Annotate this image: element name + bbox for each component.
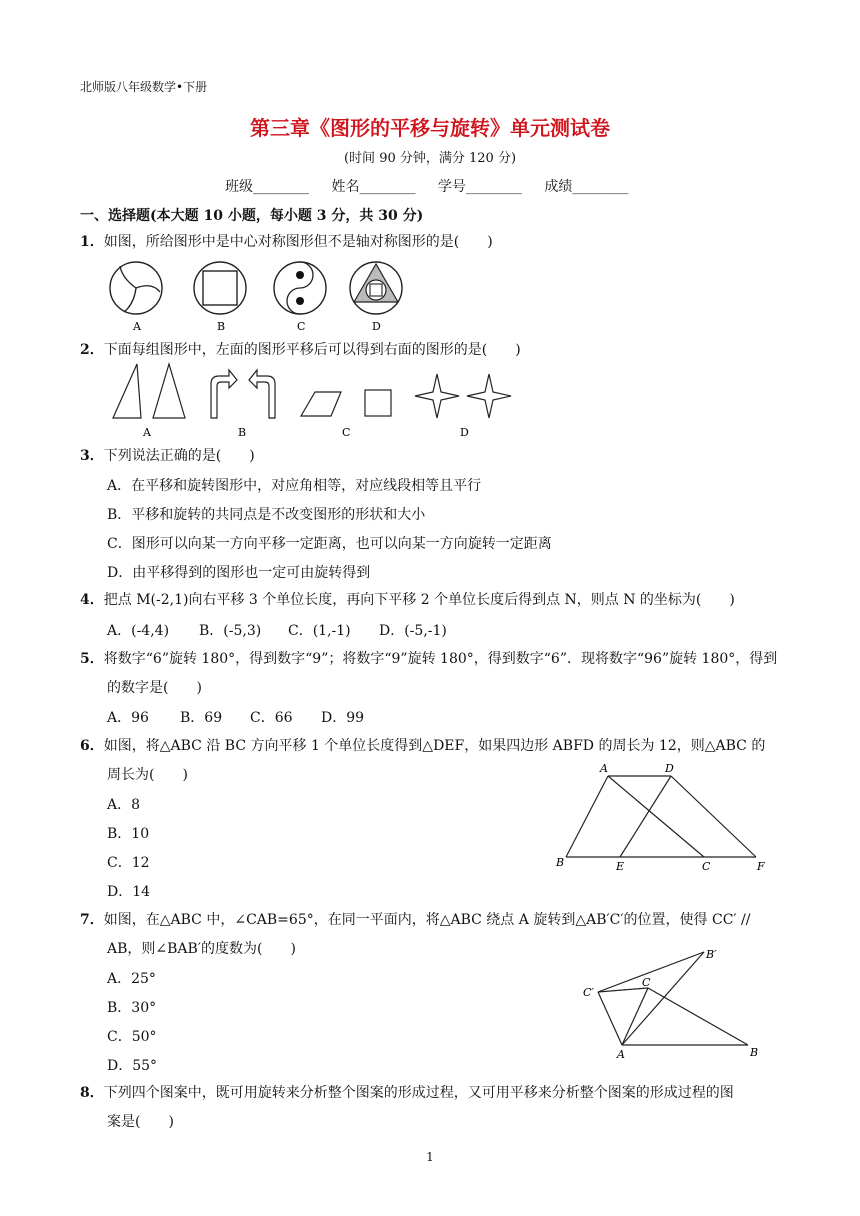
q7-label-a: A (617, 1048, 625, 1061)
q4-option-c[interactable]: C．(1,-1) (288, 623, 351, 639)
question-3 (80, 446, 255, 466)
question-8 (80, 1083, 800, 1103)
q1-label-c: C (297, 320, 306, 333)
q2-fig-b (211, 370, 275, 418)
question-number: 7． (80, 912, 104, 928)
q4-option-d[interactable]: D．(-5,-1) (379, 623, 447, 639)
q5-option-d[interactable]: D．99 (321, 710, 365, 726)
question-number: 2． (80, 342, 104, 358)
q6-label-f: F (757, 860, 765, 873)
q2-label-b: B (238, 426, 247, 439)
question-text: 把点 M(-2,1)向右平移 3 个单位长度，再向下平移 2 个单位长度后得到点 N，则点 N 的坐标为( ) (103, 592, 735, 608)
class-field[interactable]: 班级________ (225, 179, 309, 195)
q6-option-b[interactable]: B．10 (107, 826, 150, 842)
q5-option-b[interactable]: B．69 (180, 710, 223, 726)
q1-fig-a (110, 262, 162, 314)
question-number: 3． (80, 448, 104, 464)
question-text: 将数字“6”旋转 180°，得到数字“9”；将数字“9”旋转 180°，得到数字“6”．现将数字“96”旋转 180°，得到 (103, 651, 778, 667)
question-7-cont: AB，则∠BAB′的度数为( ) (107, 941, 296, 957)
page-title: 第三章《图形的平移与旋转》单元测试卷 (250, 116, 610, 140)
section-heading: 一、选择题(本大题 10 小题，每小题 3 分，共 30 分) (80, 208, 424, 224)
q1-label-b: B (217, 320, 226, 333)
q5-option-c[interactable]: C．66 (250, 710, 293, 726)
q1-fig-c (274, 262, 326, 314)
page-number: 1 (426, 1150, 434, 1164)
q6-option-c[interactable]: C．12 (107, 855, 150, 871)
name-field[interactable]: 姓名________ (331, 179, 416, 195)
header-note: 北师版八年级数学•下册 (80, 80, 208, 94)
q2-figures (105, 362, 525, 440)
q7-label-b: B (750, 1046, 759, 1059)
q7-label-c-prime: C′ (583, 986, 594, 999)
question-1 (80, 232, 493, 252)
question-number: 4． (80, 592, 104, 608)
q2-label-c: C (342, 426, 351, 439)
question-text: 下列四个图案中，既可用旋转来分析整个图案的形成过程，又可用平移来分析整个图案的形成过程的图 (103, 1085, 734, 1101)
q1-label-a: A (133, 320, 141, 333)
question-6-cont: 周长为( ) (107, 767, 188, 783)
q7-option-d[interactable]: D．55° (107, 1058, 158, 1074)
exam-subtitle: (时间 90 分钟，满分 120 分) (343, 151, 517, 166)
q2-fig-c (301, 390, 391, 416)
q1-fig-b (194, 262, 246, 314)
q7-label-c: C (642, 976, 651, 989)
question-number: 1． (80, 234, 104, 250)
q2-fig-a (113, 364, 185, 418)
question-text: 下面每组图形中，左面的图形平移后可以得到右面的图形的是( ) (103, 342, 521, 358)
q1-fig-d (350, 262, 402, 314)
question-text: 如图，将△ABC 沿 BC 方向平移 1 个单位长度得到△DEF，如果四边形 ABFD 的周长为 12，则△ABC 的 (103, 738, 766, 754)
q3-option-a[interactable]: A．在平移和旋转图形中，对应角相等，对应线段相等且平行 (107, 478, 482, 494)
student-id-field[interactable]: 学号________ (437, 179, 522, 195)
question-5-cont: 的数字是( ) (107, 680, 202, 696)
question-6 (80, 736, 800, 756)
question-2 (80, 340, 521, 360)
q6-label-a: A (600, 762, 608, 775)
q7-option-a[interactable]: A．25° (107, 971, 156, 987)
q6-label-d: D (665, 762, 674, 775)
q3-option-b[interactable]: B．平移和旋转的共同点是不改变图形的形状和大小 (107, 507, 426, 523)
q7-option-c[interactable]: C．50° (107, 1029, 157, 1045)
question-text: 如图，所给图形中是中心对称图形但不是轴对称图形的是( ) (103, 234, 493, 250)
q6-label-b: B (556, 856, 565, 869)
q3-option-d[interactable]: D．由平移得到的图形也一定可由旋转得到 (107, 565, 371, 581)
q3-option-c[interactable]: C．图形可以向某一方向平移一定距离，也可以向某一方向旋转一定距离 (107, 536, 552, 552)
q2-label-a: A (143, 426, 151, 439)
question-5 (80, 649, 800, 669)
q1-label-d: D (372, 320, 381, 333)
q7-label-b-prime: B′ (706, 948, 717, 961)
q5-option-a[interactable]: A．96 (107, 710, 149, 726)
q6-figure (552, 760, 777, 875)
q2-fig-d (415, 374, 511, 418)
q4-option-b[interactable]: B．(-5,3) (199, 623, 262, 639)
q7-option-b[interactable]: B．30° (107, 1000, 157, 1016)
q6-option-a[interactable]: A．8 (107, 797, 141, 813)
question-number: 8． (80, 1085, 104, 1101)
q6-label-e: E (616, 860, 625, 873)
q1-figures (100, 258, 430, 336)
question-8-cont: 案是( ) (107, 1114, 174, 1130)
question-text: 下列说法正确的是( ) (103, 448, 255, 464)
student-info-line (225, 176, 646, 196)
question-7 (80, 910, 800, 930)
q4-option-a[interactable]: A．(-4,4) (107, 623, 170, 639)
question-4 (80, 590, 735, 610)
q2-label-d: D (460, 426, 469, 439)
q6-option-d[interactable]: D．14 (107, 884, 151, 900)
score-field[interactable]: 成绩________ (544, 179, 629, 195)
question-number: 5． (80, 651, 104, 667)
q6-label-c: C (702, 860, 711, 873)
question-number: 6． (80, 738, 104, 754)
q7-figure (578, 940, 773, 1065)
question-text: 如图，在△ABC 中，∠CAB=65°，在同一平面内，将△ABC 绕点 A 旋转到△AB′C′的位置，使得 CC′ // (103, 912, 751, 928)
